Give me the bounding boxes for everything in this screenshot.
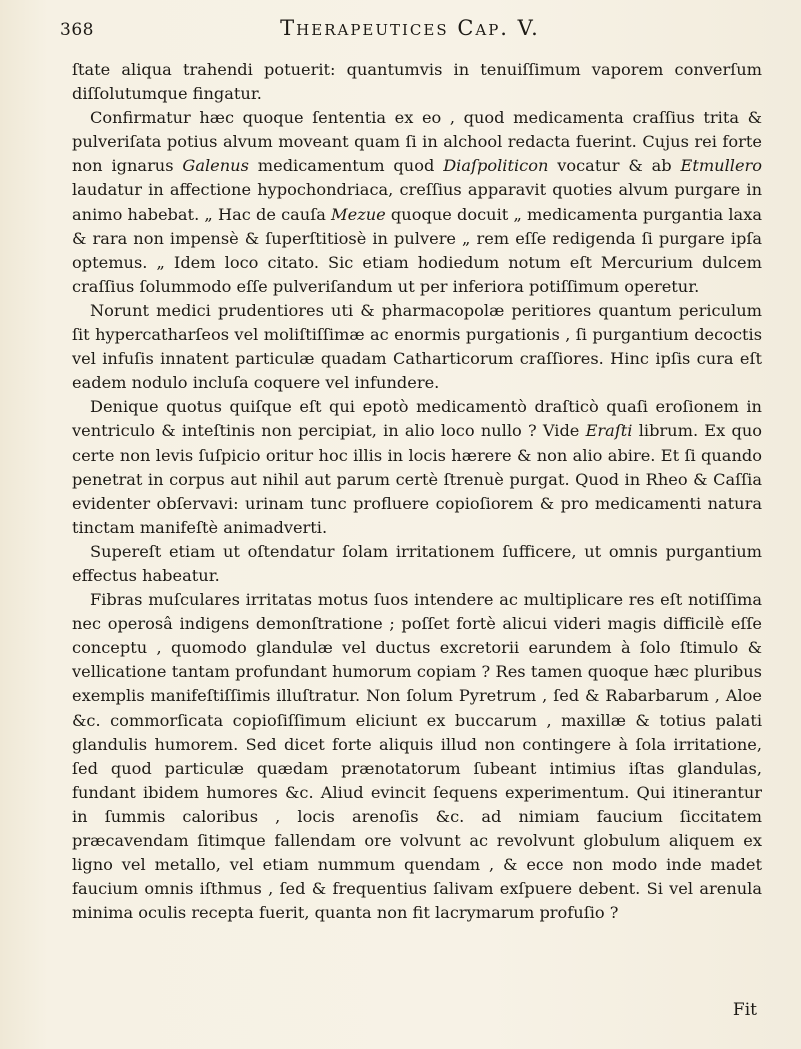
page-number: 368 [60,20,94,40]
text-run: vocatur & ab [548,156,681,176]
paragraph [72,299,762,395]
paragraph [72,395,762,540]
text-run: quoque docuit „ medicamenta purgantia laxa & rara non impensè & ſuperſtitiosè in pulvere „ rem eſſe redigenda ſi purgare ipſa optemus. „ Idem loco citato. Sic etiam hodiedum notum eſt Mercurium dulcem craſſius ſolummodo eſſe pulveriſandum ut per inferiora potiſſimum operetur. [72,204,762,296]
text-run: Fibras muſculares irritatas motus ſuos intendere ac multiplicare res eſt notiſſima nec operosâ indigens demonſtratione ; poſſet fortè alicui videri magis difficilè eſſe conceptu , quomodo glandulæ vel ductus excretorii earundem à ſolo ſtimulo & vellicatione tantam profundant humorum copiam ? Res tamen quoque hæc pluribus exemplis manifeſtiſſimis illuſtratur. Non ſolum Pyretrum , ſed & Rabarbarum , Aloe &c. commorſicata copioſiſſimum eliciunt ex buccarum , maxillæ & totius palati glandulis humorem. Sed dicet forte aliquis illud non contingere à ſola irritatione, ſed quod particulæ quædam prænotatorum ſubeant intimius iſtas glandulas, fundant ibidem humores &c. Aliud evincit ſequens experimentum. Qui itinerantur in ſummis caloribus , locis arenoſis &c. ad nimiam faucium ſiccitatem præcavendam ſitimque fallendam ore volvunt ac revolvunt globulum aliquem ex ligno vel metallo, vel etiam nummum quendam , & ecce non modo inde madet faucium omnis iſthmus , ſed & frequentius ſalivam exſpuere debent. Si vel arenula minima oculis recepta fuerit, quanta non fit lacrymarum profuſio ? [72,590,762,923]
text-run: librum. Ex quo certe non levis ſuſpicio oritur hoc illis in locis hærere & non alio abire. Et ſi quando penetrat in corpus aut nihil aut parum certè ſtrenuè purgat. Quod in Rheo & Caſſia evidenter obſervavi: urinam tunc profluere copioſiorem & pro medicamenti natura tinctam manifeſtè animadverti. [72,421,762,537]
text-run: Supereſt etiam ut oſtendatur ſolam irritationem ſufficere, ut omnis purgantium effectus habeatur. [72,541,762,585]
italic-name: Etmullero [680,156,763,176]
page-header [60,16,760,50]
italic-name: Diaſpoliticon [443,156,549,176]
text-run: Denique quotus quiſque eſt qui epotò medicamentò draſticò quaſi eroſionem in ventriculo & inteſtinis non percipiat, in alio loco nullo ? Vide [72,397,762,441]
italic-name: Mezue [331,204,386,224]
italic-name: Eraſti [585,421,633,441]
text-run: Confirmatur hæc quoque ſententia ex eo , quod medicamenta craſſius trita & pulveriſata potius alvum moveant quam ſi in alchool redacta fuerint. Cujus rei forte non ignarus [72,108,762,176]
paragraph [72,588,762,925]
running-head: Therapeutices Cap. V. [280,16,540,40]
catchword: Fit [732,1000,757,1020]
text-run: Norunt medici prudentiores uti & pharmacopolæ peritiores quantum periculum ſit hypercatharſeos vel moliſtiſſimæ ac enormis purgationis , ſi purgantium decoctis vel infuſis innatent particulæ quadam Catharticorum craſſiores. Hinc ipſis cura eſt eadem nodulo incluſa coquere vel infundere. [72,300,762,393]
text-run: ſtate aliqua trahendi potuerit: quantumvis in tenuiſſimum vaporem converſum diſſolutumque fingatur. [72,60,762,104]
italic-name: Galenus [182,156,249,176]
body-text [72,58,762,925]
paragraph [72,58,762,106]
text-run: medicamentum quod [248,156,444,176]
paragraph [72,540,762,588]
paragraph [72,106,762,299]
text-run: laudatur in affectione hypochondriaca, creſſius apparavit quoties alvum purgare in animo habebat. „ Hac de cauſa [72,180,762,224]
